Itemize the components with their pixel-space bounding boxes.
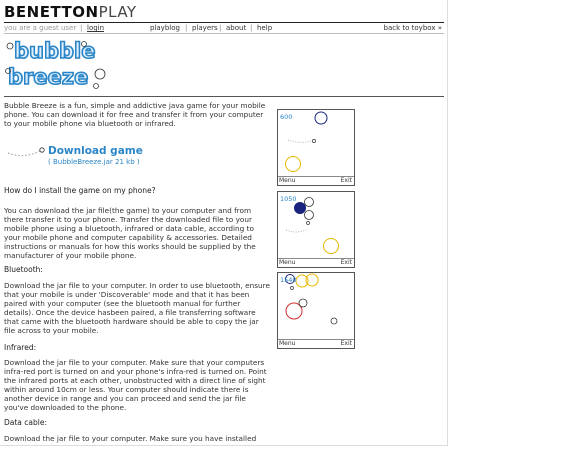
game-scene (278, 273, 354, 348)
nav-about[interactable]: about (226, 24, 247, 32)
score-readout: 600 (280, 113, 293, 121)
logo-word-breeze: breeze (8, 65, 89, 89)
score-readout: 1540 (280, 276, 297, 284)
softkey-menu: Menu (279, 177, 296, 184)
datacable-heading: Data cable: (4, 418, 47, 427)
nav-separator: | (80, 24, 83, 32)
download-file-info: ( BubbleBreeze.jar 21 kb ) (48, 158, 140, 166)
datacable-paragraph (4, 434, 270, 443)
datacable-text: Download the jar file to your computer. Make sure you have installed (4, 434, 257, 443)
bluetooth-heading: Bluetooth: (4, 265, 43, 274)
bluetooth-paragraph (4, 281, 270, 336)
softkey-menu: Menu (279, 340, 296, 347)
intro-text: Bubble Breeze is a fun, simple and addictive java game for your mobile phone. You can download it for free and transfer it from your computer to your mobile phone via bluetooth or infrared. (4, 101, 266, 129)
nav-separator: | (185, 24, 188, 32)
logo-bubble (7, 43, 13, 49)
download-block[interactable] (6, 141, 206, 171)
site-logo[interactable] (4, 3, 137, 21)
logo-word-bubble: bubble (14, 39, 96, 63)
install-heading: How do I install the game on my phone? (4, 186, 156, 195)
game-scene (278, 192, 354, 267)
header-divider (4, 96, 444, 97)
nav-separator: | (250, 24, 253, 32)
infrared-heading: Infrared: (4, 343, 37, 352)
logo-light-text: PLAY (98, 3, 137, 21)
intro-paragraph (4, 101, 270, 128)
logo-bubble (95, 69, 105, 79)
nav-players[interactable]: players (192, 24, 218, 32)
softkey-bar (278, 176, 354, 185)
softkey-bar (278, 258, 354, 267)
game-scene (278, 110, 354, 185)
softkey-bar (278, 339, 354, 348)
logo-bold-text: BENETTON (4, 3, 99, 21)
bubble-breeze-logo (4, 36, 108, 92)
nav-playblog[interactable]: playblog (150, 24, 180, 32)
nav-separator: | (219, 24, 222, 32)
game-screenshot-3 (277, 272, 355, 349)
infrared-text: Download the jar file to your computer. Make sure that your computers infra-red port is turned on and your phone's infra-red is turned on. Point the infrared ports at each other, unobstructed with a direct line of sight within around 10cm or less. Your computer should indicate there is another device in range and you can proceed and send the jar file you've downloaded to the phone. (4, 358, 267, 413)
softkey-exit: Exit (340, 340, 352, 347)
infrared-paragraph (4, 358, 270, 413)
install-text: You can download the jar file(the game) to your computer and from there transfer it to your phone. Transfer the downloaded file to your mobile phone using a bluetooth, infrared or data cable, according to your mobile phone and computer capability & accessories. Detailed instructions or manuals for how this works should be supplied by the manufacturer of your mobile phone. (4, 206, 256, 261)
bluetooth-text: Download the jar file to your computer. In order to use bluetooth, ensure that your mobile is under 'Discoverable' mode and that it has been paired with your computer (see the bluetooth manual for further details). Once the device hasbeen paired, a file transferring software that came with the bluetooth hardware should be able to copy the jar file across to your mobile. (4, 281, 270, 336)
login-link[interactable]: login (87, 24, 105, 32)
guest-status: you are a guest user (4, 24, 77, 32)
nav-help[interactable]: help (257, 24, 273, 32)
top-nav-bar (4, 22, 444, 34)
logo-bubble (94, 84, 99, 89)
dotted-trail-icon (6, 143, 46, 163)
install-paragraph (4, 206, 270, 261)
score-readout: 1050 (280, 195, 297, 203)
softkey-exit: Exit (340, 259, 352, 266)
game-screenshot-2 (277, 191, 355, 268)
back-to-toybox-link[interactable]: back to toybox » (383, 24, 442, 32)
game-screenshot-1 (277, 109, 355, 186)
download-game-link[interactable]: Download game (48, 145, 143, 157)
softkey-menu: Menu (279, 259, 296, 266)
softkey-exit: Exit (340, 177, 352, 184)
